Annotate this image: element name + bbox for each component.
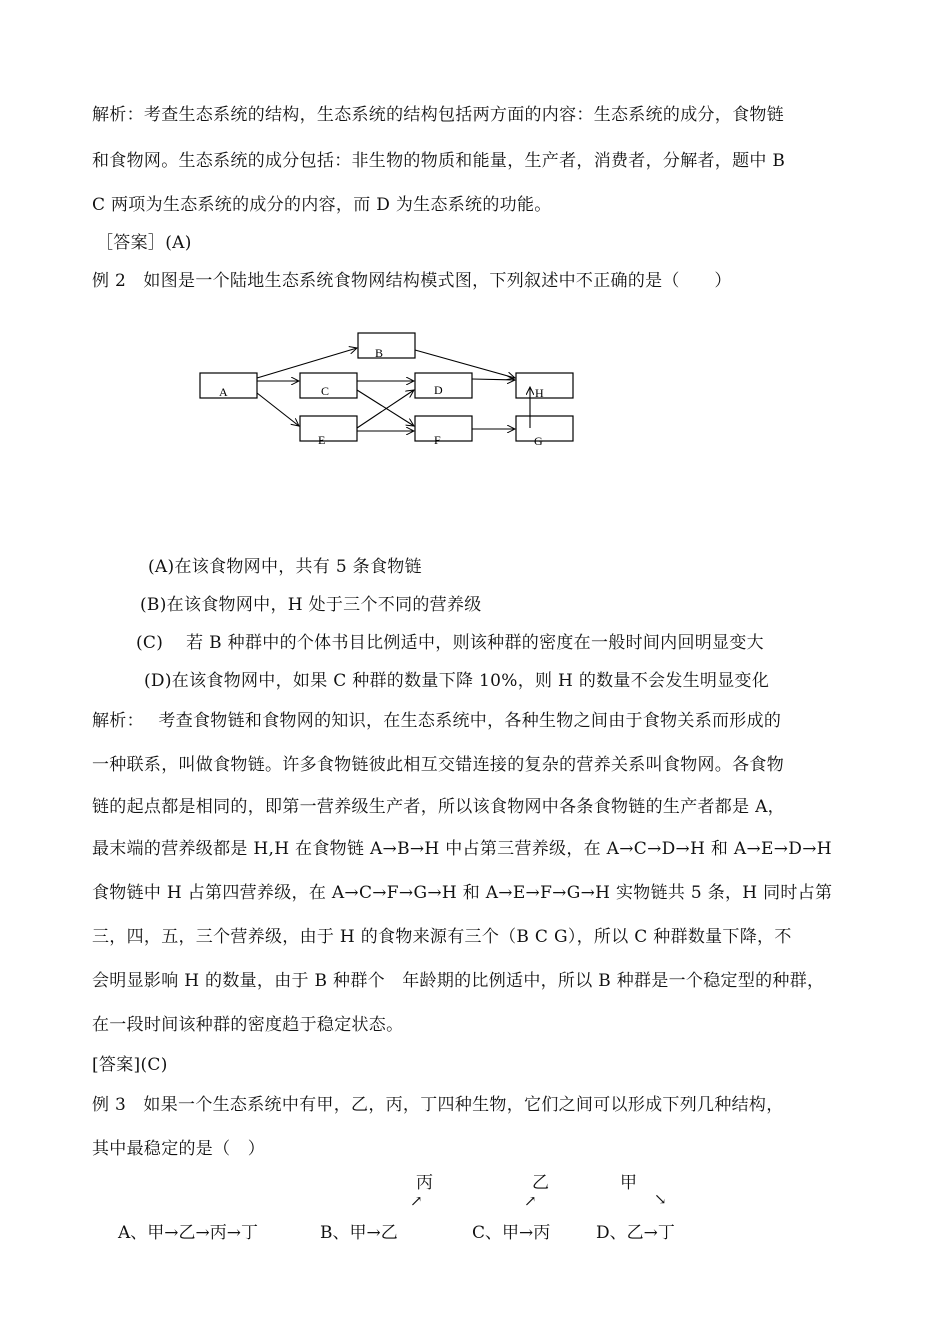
node-label-e: E — [318, 433, 326, 447]
edge-d-h — [472, 379, 515, 380]
node-label-h: H — [535, 386, 544, 400]
analysis2-line3: 链的起点都是相同的，即第一营养级生产者，所以该食物网中各条食物链的生产者都是 A， — [92, 797, 785, 817]
example3-question-line1: 例 3 如果一个生态系统中有甲，乙，丙，丁四种生物，它们之间可以形成下列几种结构， — [92, 1095, 784, 1115]
analysis2-line1: 解析： 考查食物链和食物网的知识，在生态系统中，各种生物之间由于食物关系而形成的 — [92, 711, 782, 731]
analysis2-line5: 食物链中 H 占第四营养级，在 A→C→F→G→H 和 A→E→F→G→H 实物链共 5 条，H 同时占第 — [92, 883, 833, 903]
analysis2-line7: 会明显影响 H 的数量，由于 B 种群个 年龄期的比例适中，所以 B 种群是一个稳定型的种群， — [92, 971, 825, 991]
option-b-arrow-icon: ↗ — [410, 1192, 423, 1210]
option-b-top-label: 丙 — [416, 1173, 433, 1193]
example3-question-line2: 其中最稳定的是（ ） — [92, 1139, 265, 1159]
analysis2-line4: 最末端的营养级都是 H,H 在食物链 A→B→H 中占第三营养级，在 A→C→D→H 和 A→E→D→H — [92, 839, 832, 859]
example3-option-d: D、乙→丁 — [596, 1223, 675, 1243]
node-label-g: G — [534, 434, 543, 448]
example3-option-c: C、甲→丙 — [472, 1223, 551, 1243]
example2-question: 例 2 如图是一个陆地生态系统食物网结构模式图，下列叙述中不正确的是（ ） — [92, 271, 732, 291]
edge-a-e — [257, 393, 299, 426]
answer2: [答案](C) — [92, 1055, 168, 1075]
option-d-top-label: 甲 — [620, 1173, 637, 1193]
node-box-f — [415, 416, 472, 441]
analysis1-line3: C 两项为生态系统的成分的内容，而 D 为生态系统的功能。 — [92, 195, 552, 215]
node-box-b — [358, 333, 415, 358]
analysis2-line6: 三，四，五，三个营养级，由于 H 的食物来源有三个（B C G），所以 C 种群数量下降，不 — [92, 927, 792, 947]
node-label-a: A — [219, 385, 228, 399]
analysis2-line8: 在一段时间该种群的密度趋于稳定状态。 — [92, 1015, 404, 1035]
edge-b-h — [415, 350, 515, 378]
answer1: ［答案］(A) — [96, 233, 192, 253]
node-box-h — [516, 373, 573, 398]
example3-option-b: B、甲→乙 — [320, 1223, 398, 1243]
node-label-d: D — [434, 383, 443, 397]
node-box-d — [415, 373, 472, 398]
node-box-e — [300, 416, 357, 441]
option-a: (A)在该食物网中，共有 5 条食物链 — [148, 557, 422, 577]
node-box-a — [200, 373, 257, 398]
analysis1-line1: 解析：考查生态系统的结构，生态系统的结构包括两方面的内容：生态系统的成分，食物链 — [92, 105, 784, 125]
analysis2-line2: 一种联系，叫做食物链。许多食物链彼此相互交错连接的复杂的营养关系叫食物网。各食物 — [92, 755, 784, 775]
option-c-top-label: 乙 — [532, 1173, 549, 1193]
option-d: (D)在该食物网中，如果 C 种群的数量下降 10%，则 H 的数量不会发生明显变化 — [144, 671, 770, 691]
node-box-g — [516, 416, 573, 441]
node-label-f: F — [434, 433, 441, 447]
option-b: (B)在该食物网中，H 处于三个不同的营养级 — [140, 595, 482, 615]
analysis1-line2: 和食物网。生态系统的成分包括：非生物的物质和能量，生产者，消费者，分解者，题中 B — [92, 151, 786, 171]
option-c-arrow-icon: ↗ — [524, 1192, 537, 1210]
example3-option-a: A、甲→乙→丙→丁 — [118, 1223, 259, 1243]
option-c: (C) 若 B 种群中的个体书目比例适中，则该种群的密度在一般时间内回明显变大 — [136, 633, 764, 653]
node-label-c: C — [321, 384, 330, 398]
option-d-arrow-icon: ↘ — [654, 1190, 667, 1208]
node-label-b: B — [375, 346, 384, 360]
